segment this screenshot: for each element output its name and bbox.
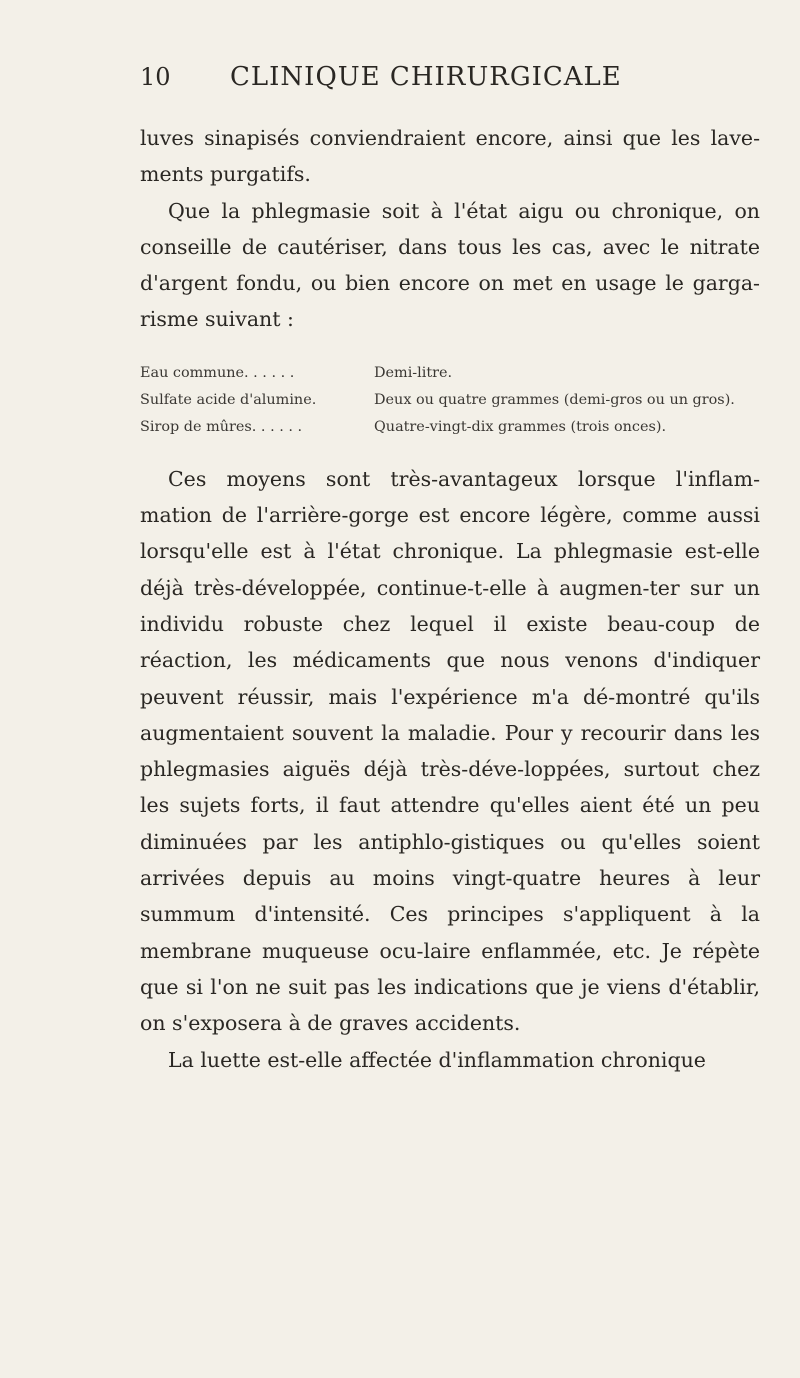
paragraph-4: La luette est-elle affectée d'inflammation chronique: [168, 1047, 706, 1072]
recipe-amount: Quatre-vingt-dix grammes (trois onces).: [374, 418, 667, 435]
paragraph-3: Ces moyens sont très-avantageux lorsque l'inflam-mation de l'arrière-gorge est encore légère, comme aussi lorsqu'elle est à l'état chronique. La phlegmasie est-elle déjà très-développée, continue-t-elle à augmen-ter sur un individu robuste chez lequel il existe beau-coup de réaction, les médicaments que nous venons d'indiquer peuvent réussir, mais l'expérience m'a dé-montré qu'ils augmentaient souvent la maladie. Pour y recourir dans les phlegmasies aiguës déjà très-déve-loppées, surtout chez les sujets forts, il faut attendre qu'elles aient été un peu diminuées par les antiphlo-gistiques ou qu'elles soient arrivées depuis au moins vingt-quatre heures à leur summum d'intensité. Ces principes s'appliquent à la membrane muqueuse ocu-laire enflammée, etc. Je répète que si l'on ne suit pas les indications que je viens d'établir, on s'exposera à de graves accidents.: [140, 466, 760, 1036]
recipe-row: [140, 414, 760, 441]
recipe-amount: Demi-litre.: [374, 364, 453, 381]
paragraph-2: Que la phlegmasie soit à l'état aigu ou chronique, on conseille de cautériser, dans tous les cas, avec le nitrate d'argent fondu, ou bien encore on met en usage le garga-risme suivant :: [140, 198, 760, 332]
recipe-ingredient: Sirop de mûres. . . . . .: [140, 418, 303, 435]
recipe-table: [140, 360, 760, 441]
recipe-ingredient: Sulfate acide d'alumine.: [140, 391, 317, 408]
page-number: 10: [140, 63, 171, 91]
recipe-ingredient: Eau commune. . . . . .: [140, 364, 295, 381]
running-title: CLINIQUE CHIRURGICALE: [230, 62, 622, 92]
body-text: [140, 120, 760, 1078]
recipe-row: [140, 387, 760, 414]
paragraph-1: luves sinapisés conviendraient encore, ainsi que les lave-ments purgatifs.: [140, 126, 760, 187]
recipe-row: [140, 360, 760, 387]
page-header: [140, 62, 650, 102]
recipe-amount: Deux ou quatre grammes (demi-gros ou un gros).: [374, 391, 735, 408]
